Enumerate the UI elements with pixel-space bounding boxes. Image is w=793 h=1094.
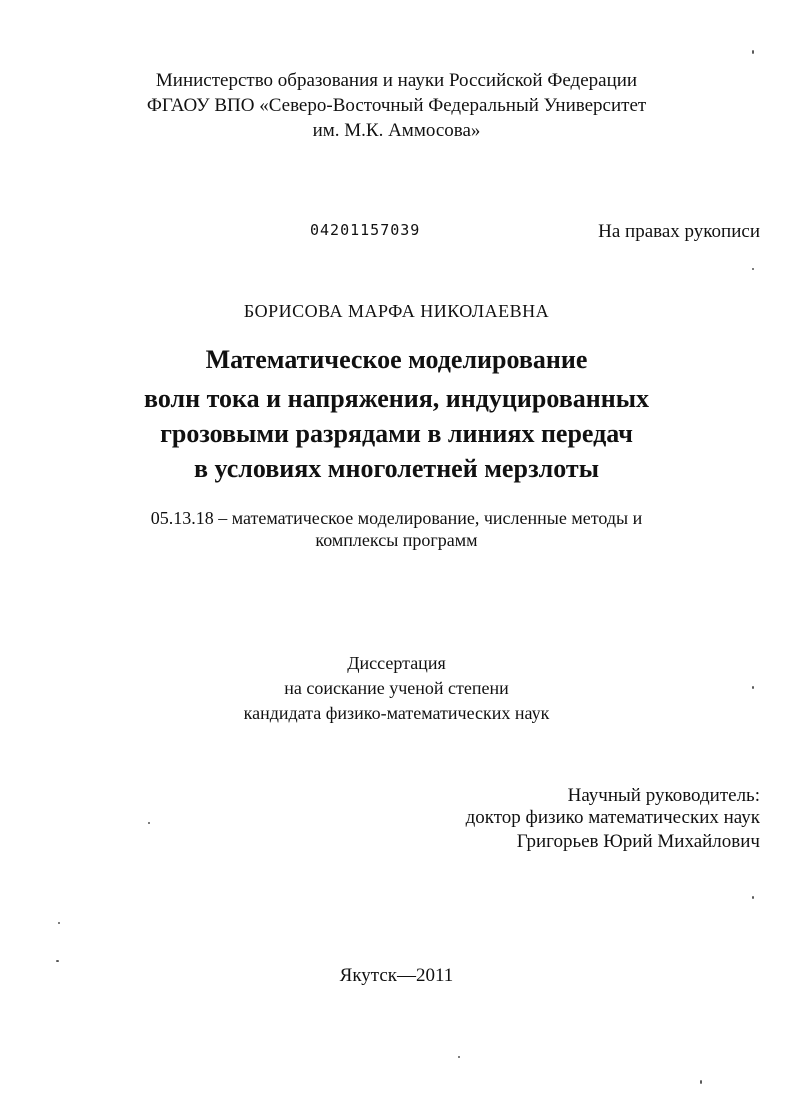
- scan-speck: [700, 1080, 702, 1084]
- title-line-2: волн тока и напряжения, индуцированных: [144, 384, 649, 413]
- degree-line-3: кандидата физико-математических наук: [243, 703, 550, 723]
- scan-speck: [58, 922, 60, 924]
- advisor-label: Научный руководитель:: [567, 785, 760, 806]
- scan-speck: [148, 822, 150, 824]
- scan-speck: [56, 960, 59, 962]
- scan-speck: [752, 686, 754, 689]
- scan-speck: [752, 268, 754, 270]
- scan-speck: [752, 50, 754, 54]
- registry-number: 04201157039: [310, 221, 421, 239]
- title-line-3: грозовыми разрядами в линиях передач: [160, 419, 633, 448]
- ministry-line: Министерство образования и науки Российской Федерации: [155, 70, 638, 91]
- specialty-line-2: комплексы программ: [315, 530, 478, 550]
- university-line-2: им. М.К. Аммосова»: [312, 120, 481, 141]
- title-line-4: в условиях многолетней мерзлоты: [193, 454, 599, 483]
- manuscript-rights: На правах рукописи: [598, 221, 760, 242]
- title-line-1: Математическое моделирование: [205, 345, 588, 374]
- author-name: БОРИСОВА МАРФА НИКОЛАЕВНА: [243, 301, 550, 321]
- city-year: Якутск—2011: [339, 965, 454, 986]
- scan-speck: [752, 896, 754, 899]
- specialty-line-1: 05.13.18 – математическое моделирование, численные методы и: [150, 508, 643, 528]
- degree-line-1: Диссертация: [347, 653, 446, 673]
- advisor-name: Григорьев Юрий Михайлович: [516, 831, 760, 852]
- university-line-1: ФГАОУ ВПО «Северо-Восточный Федеральный Университет: [146, 95, 647, 116]
- degree-line-2: на соискание ученой степени: [284, 678, 509, 698]
- advisor-degree: доктор физико математических наук: [465, 807, 760, 828]
- scan-speck: [458, 1056, 460, 1058]
